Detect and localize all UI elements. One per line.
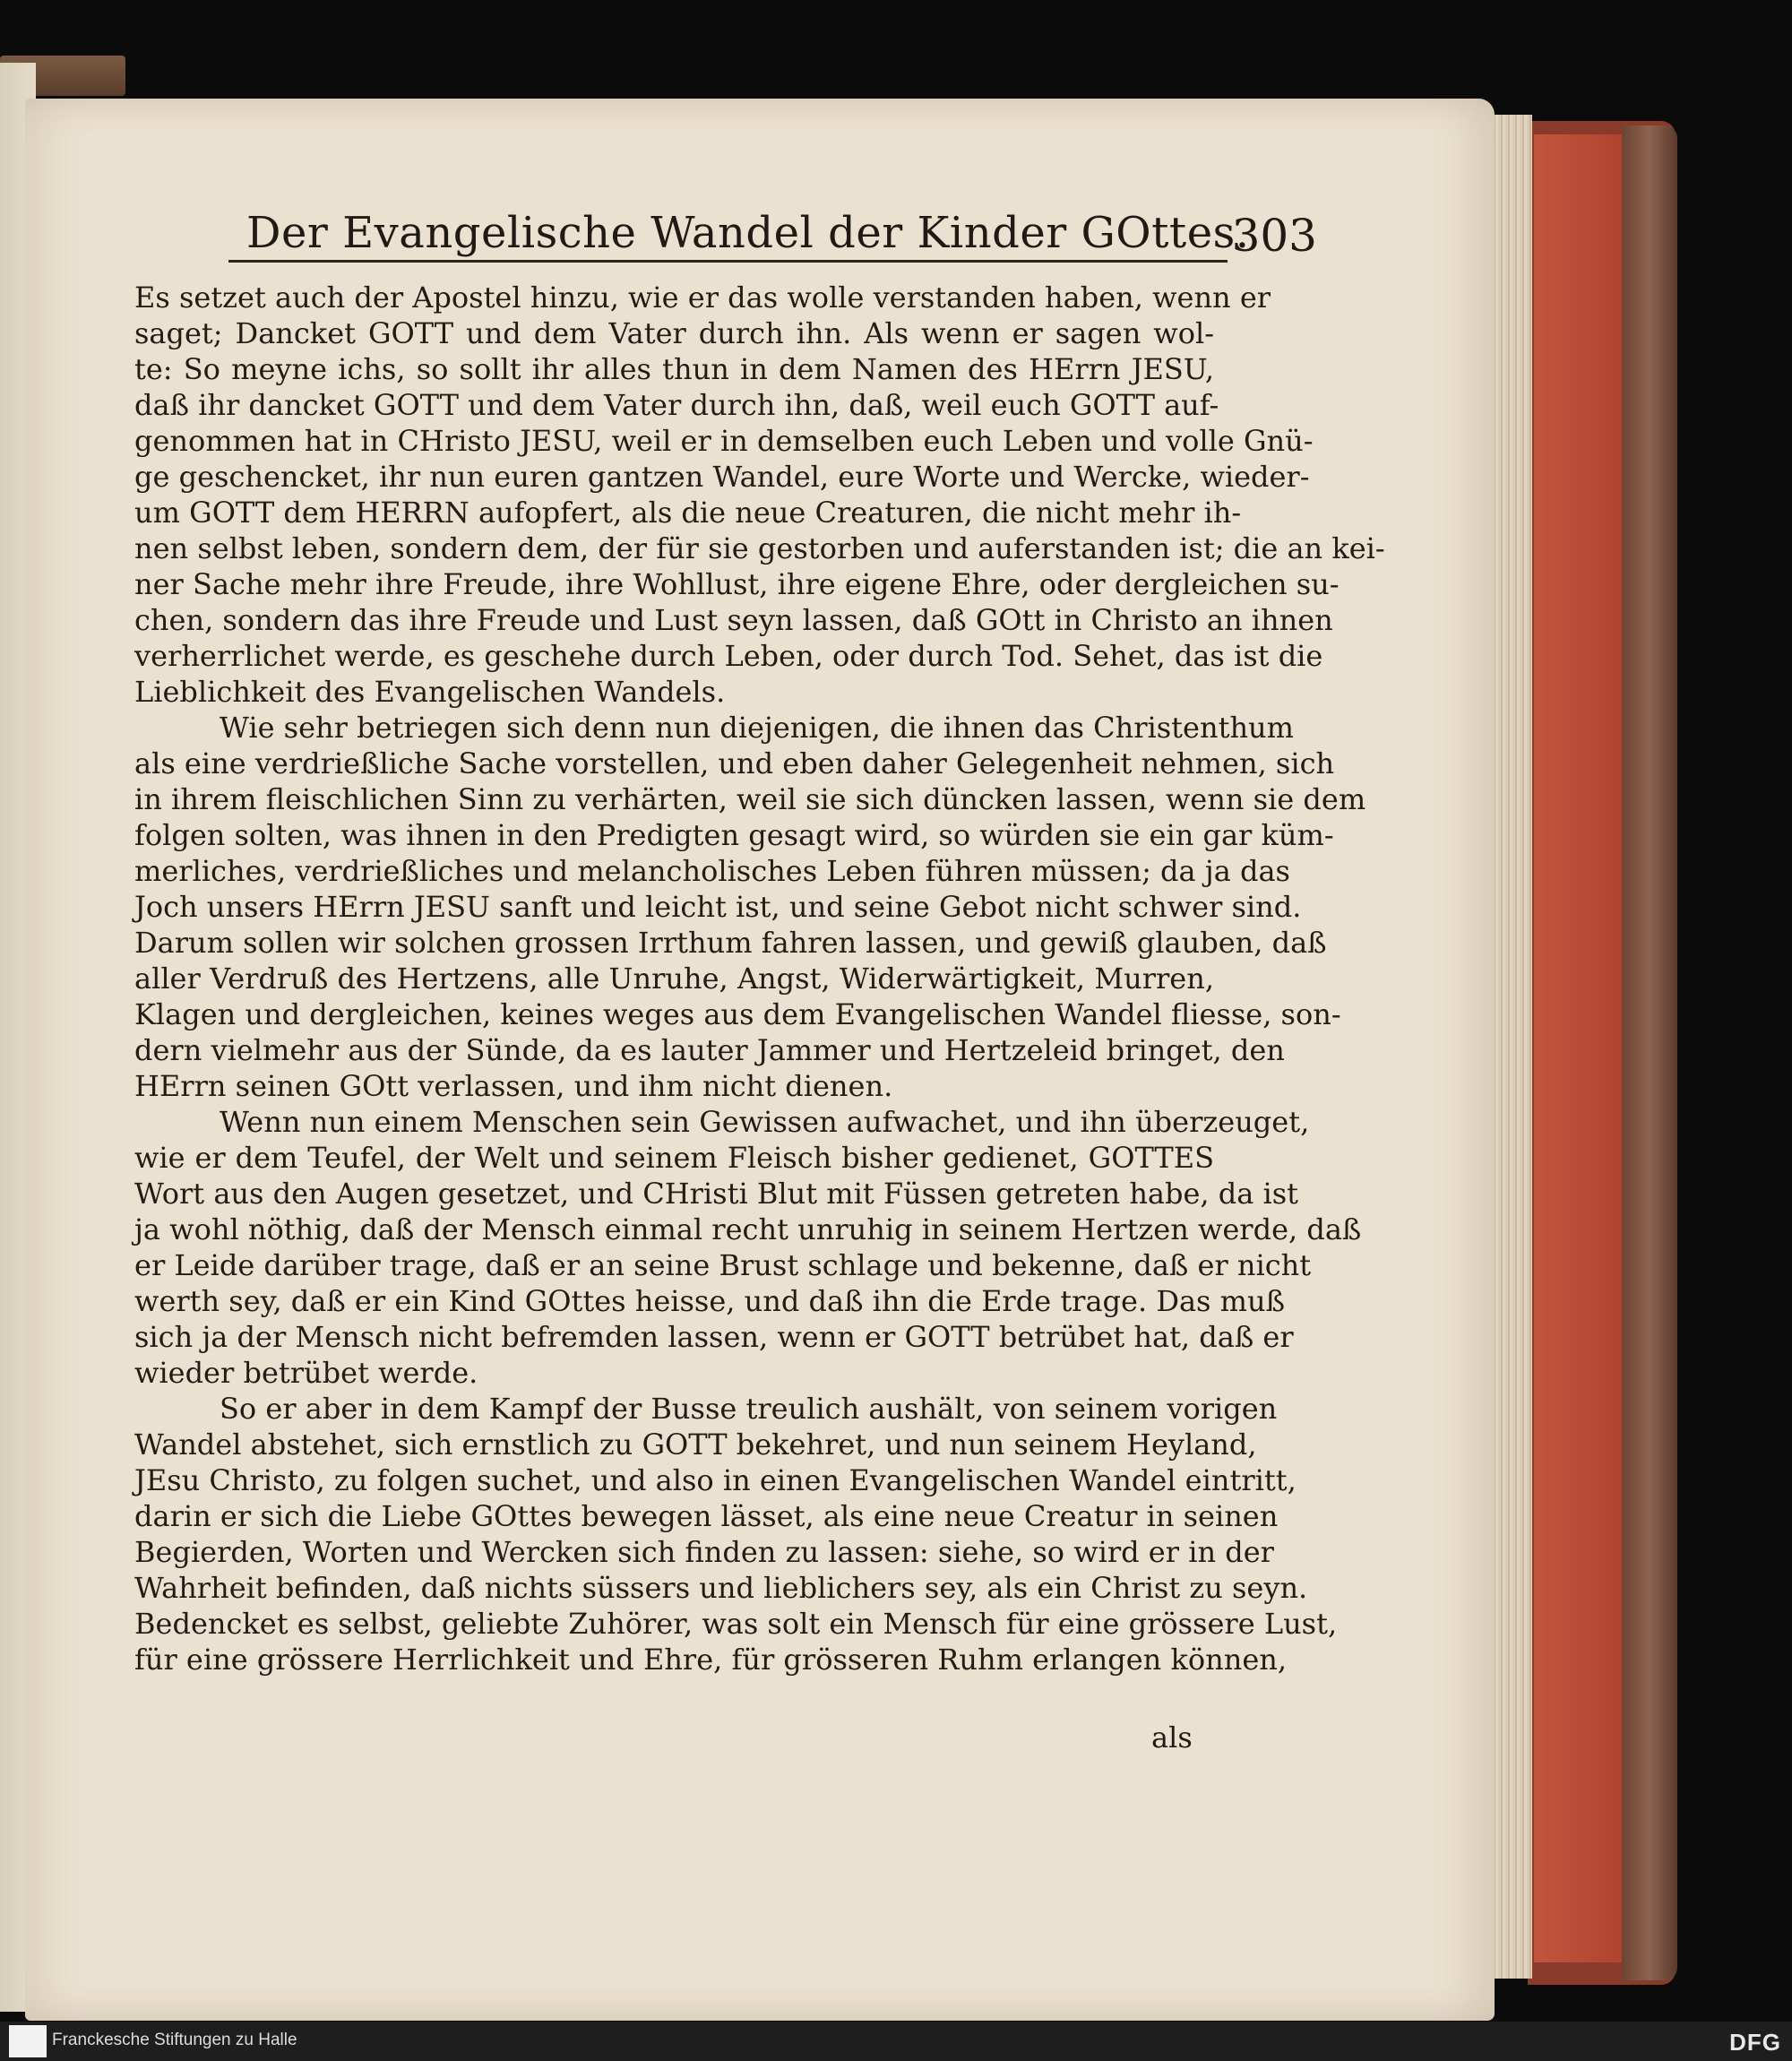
text-line: er Leide darüber trage, daß er an seine Brust schlage und bekenne, daß er nicht <box>134 1248 1312 1282</box>
text-line: Es setzet auch der Apostel hinzu, wie er das wolle verstanden haben, wenn er <box>134 280 1271 315</box>
text-line: merliches, verdrießliches und melancholisches Leben führen müssen; da ja das <box>134 854 1290 888</box>
text-line: te: So meyne ichs, so sollt ihr alles thun in dem Namen des HErrn JESU, <box>134 352 1214 386</box>
text-line: Lieblichkeit des Evangelischen Wandels. <box>134 675 726 709</box>
text-line: Klagen und dergleichen, keines weges aus dem Evangelischen Wandel fliesse, son- <box>134 997 1341 1031</box>
running-head: Der Evangelische Wandel der Kinder GOttes. <box>246 208 1250 258</box>
text-line: aller Verdruß des Hertzens, alle Unruhe, Angst, Widerwärtigkeit, Murren, <box>134 962 1214 996</box>
page-number: 303 <box>1231 210 1317 262</box>
viewer-footer <box>0 2022 1792 2061</box>
text-line: wie er dem Teufel, der Welt und seinem Fleisch bisher gedienet, GOTTES <box>134 1141 1214 1175</box>
text-line: Darum sollen wir solchen grossen Irrthum fahren lassen, und gewiß glauben, daß <box>134 926 1327 960</box>
text-line: dern vielmehr aus der Sünde, da es lauter Jammer und Hertzeleid bringet, den <box>134 1033 1285 1067</box>
text-line: Bedencket es selbst, geliebte Zuhörer, was solt ein Mensch für eine grössere Lust, <box>134 1607 1338 1641</box>
body-text <box>134 280 1385 1677</box>
text-line: darin er sich die Liebe GOttes bewegen lässet, als eine neue Creatur in seinen <box>134 1499 1279 1533</box>
leather-spine-edge <box>1622 125 1677 1980</box>
dfg-logo: DFG <box>1729 2029 1781 2056</box>
text-line: um GOTT dem HERRN aufopfert, als die neue Creaturen, die nicht mehr ih- <box>134 496 1242 530</box>
text-line: saget; Dancket GOTT und dem Vater durch ihn. Als wenn er sagen wol- <box>134 316 1214 350</box>
catchword: als <box>1151 1720 1193 1755</box>
text-line: ge geschencket, ihr nun euren gantzen Wandel, eure Worte und Wercke, wieder- <box>134 460 1310 494</box>
text-line: JEsu Christo, zu folgen suchet, und also in einen Evangelischen Wandel eintritt, <box>134 1463 1297 1497</box>
text-line: ner Sache mehr ihre Freude, ihre Wohllust, ihre eigene Ehre, oder dergleichen su- <box>134 567 1340 601</box>
text-line: Wandel abstehet, sich ernstlich zu GOTT bekehret, und nun seinem Heyland, <box>134 1427 1257 1462</box>
text-line: werth sey, daß er ein Kind GOttes heisse, und daß ihn die Erde trage. Das muß <box>134 1284 1285 1318</box>
institution-name: Franckesche Stiftungen zu Halle <box>52 2031 297 2049</box>
text-line: Wie sehr betriegen sich denn nun diejenigen, die ihnen das Christenthum <box>220 711 1294 745</box>
red-page-edge <box>1534 134 1624 1962</box>
text-line: verherrlichet werde, es geschehe durch Leben, oder durch Tod. Sehet, das ist die <box>134 639 1323 673</box>
text-line: genommen hat in CHristo JESU, weil er in demselben euch Leben und volle Gnü- <box>134 424 1314 458</box>
text-line: Wenn nun einem Menschen sein Gewissen aufwachet, und ihn überzeuget, <box>220 1105 1310 1139</box>
text-line: ja wohl nöthig, daß der Mensch einmal recht unruhig in seinem Hertzen werde, daß <box>134 1212 1362 1246</box>
text-line: als eine verdrießliche Sache vorstellen, und eben daher Gelegenheit nehmen, sich <box>134 746 1335 780</box>
text-line: chen, sondern das ihre Freude und Lust seyn lassen, daß GOtt in Christo an ihnen <box>134 603 1333 637</box>
text-line: HErrn seinen GOtt verlassen, und ihm nicht dienen. <box>134 1069 893 1103</box>
text-line: Wahrheit befinden, daß nichts süssers und lieblichers sey, als ein Christ zu seyn. <box>134 1571 1308 1605</box>
text-line: folgen solten, was ihnen in den Predigten gesagt wird, so würden sie ein gar küm- <box>134 818 1334 852</box>
text-line: für eine grössere Herrlichkeit und Ehre, für grösseren Ruhm erlangen können, <box>134 1643 1288 1677</box>
institution-logo <box>9 2025 47 2057</box>
text-line: wieder betrübet werde. <box>134 1356 478 1390</box>
text-line: in ihrem fleischlichen Sinn zu verhärten, weil sie sich düncken lassen, wenn sie dem <box>134 782 1366 816</box>
text-line: Wort aus den Augen gesetzet, und CHristi Blut mit Füssen getreten habe, da ist <box>134 1177 1299 1211</box>
page-header <box>228 208 1317 263</box>
text-line: nen selbst leben, sondern dem, der für sie gestorben und auferstanden ist; die an kei- <box>134 531 1385 565</box>
text-line: Begierden, Worten und Wercken sich finden zu lassen: siehe, so wird er in der <box>134 1535 1274 1569</box>
text-line: So er aber in dem Kampf der Busse treulich aushält, von seinem vorigen <box>220 1392 1278 1426</box>
text-line: daß ihr dancket GOTT und dem Vater durch ihn, daß, weil euch GOTT auf- <box>134 388 1219 422</box>
text-line: Joch unsers HErrn JESU sanft und leicht ist, und seine Gebot nicht schwer sind. <box>134 890 1302 924</box>
text-line: sich ja der Mensch nicht befremden lassen, wenn er GOTT betrübet hat, daß er <box>134 1320 1294 1354</box>
